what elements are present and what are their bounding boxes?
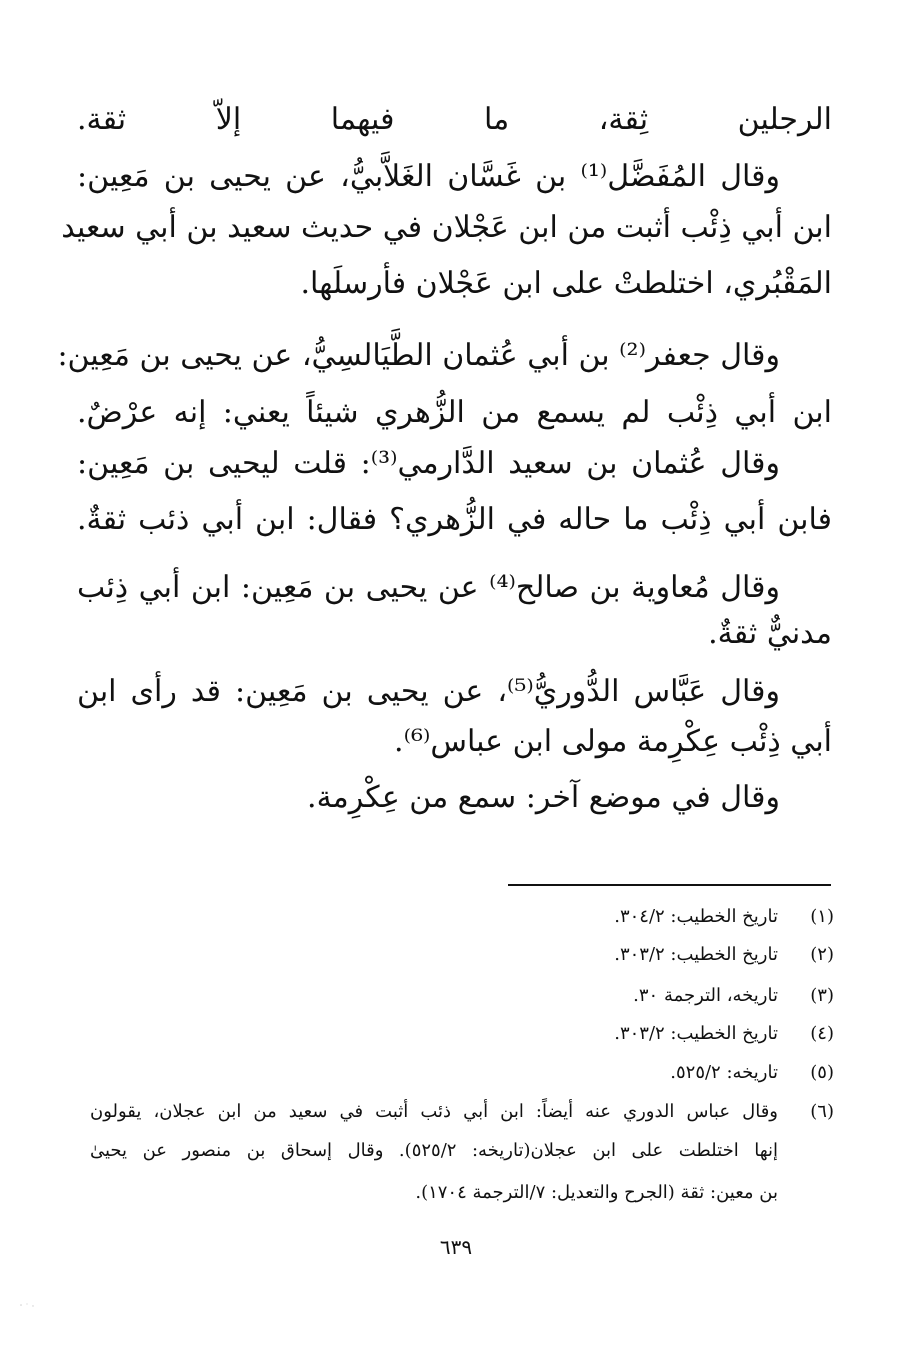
body-line-7: وقال عُثمان بن سعيد الدَّارمي⁽³⁾: قلت ليحيى بن مَعِين:	[77, 446, 780, 481]
footnote-6-continuation-1: إنها اختلطت على ابن عجلان(تاريخه: ٥٢٥/٢). وقال إسحاق بن منصور عن يحيىٰ	[90, 1140, 778, 1161]
body-line-2: وقال المُفَضَّل⁽¹⁾ بن غَسَّان الغَلاَّبيُّ، عن يحيى بن مَعِين:	[77, 159, 780, 194]
body-line-13: وقال في موضع آخر: سمع من عِكْرِمة.	[307, 780, 780, 815]
footnote-number: (٤)	[810, 1023, 834, 1044]
page-number: ٦٣٩	[439, 1235, 473, 1259]
body-line-11: وقال عَبَّاس الدُّوريُّ⁽⁵⁾، عن يحيى بن مَعِين: قد رأى ابن	[77, 674, 781, 709]
footnote-number: (١)	[810, 906, 834, 927]
footnote-text: تاريخ الخطيب: ٣٠٣/٢.	[614, 944, 778, 965]
footnote-text: وقال عباس الدوري عنه أيضاً: ابن أبي ذئب أثبت في سعيد من ابن عجلان، يقولون	[90, 1101, 778, 1122]
body-line-6: ابن أبي ذِئْب لم يسمع من الزُّهري شيئاً يعني: إنه عرْضٌ.	[77, 395, 832, 430]
footnote-6-continuation-2: بن معين: ثقة (الجرح والتعديل: ٧/الترجمة ١٧٠٤).	[415, 1182, 778, 1203]
body-line-9: وقال مُعاوية بن صالح⁽⁴⁾ عن يحيى بن مَعِين: ابن أبي ذِئب	[77, 570, 781, 605]
footnote-text: تاريخ الخطيب: ٣٠٤/٢.	[614, 906, 778, 927]
body-line-10: مدنيٌّ ثقةٌ.	[708, 616, 832, 651]
footnote-text: تاريخه: ٥٢٥/٢.	[670, 1062, 778, 1083]
footnote-separator	[508, 884, 831, 886]
footnote-number: (٦)	[810, 1101, 834, 1122]
footnote-number: (٥)	[810, 1062, 834, 1083]
footnote-number: (٣)	[810, 985, 834, 1006]
body-line-4: المَقْبُري، اختلطتْ على ابن عَجْلان فأرسلَها.	[300, 266, 832, 301]
body-line-5: وقال جعفر⁽²⁾ بن أبي عُثمان الطَّيَالسِيُّ، عن يحيى بن مَعِين:	[57, 338, 780, 373]
footnote-number: (٢)	[810, 944, 834, 965]
scan-speck-decoration	[18, 1302, 38, 1308]
body-line-1: الرجلين ثِقة، ما فيهما إلاّ ثقة.	[77, 102, 832, 137]
footnote-text: تاريخه، الترجمة ٣٠.	[633, 985, 778, 1006]
footnote-text: تاريخ الخطيب: ٣٠٣/٢.	[614, 1023, 778, 1044]
body-line-8: فابن أبي ذِئْب ما حاله في الزُّهري؟ فقال: ابن أبي ذئب ثقةٌ.	[77, 502, 832, 537]
body-line-3: ابن أبي ذِئْب أثبت من ابن عَجْلان في حديث سعيد بن أبي سعيد	[61, 210, 832, 245]
body-line-12: أبي ذِئْب عِكْرِمة مولى ابن عباس⁽⁶⁾.	[394, 724, 832, 759]
